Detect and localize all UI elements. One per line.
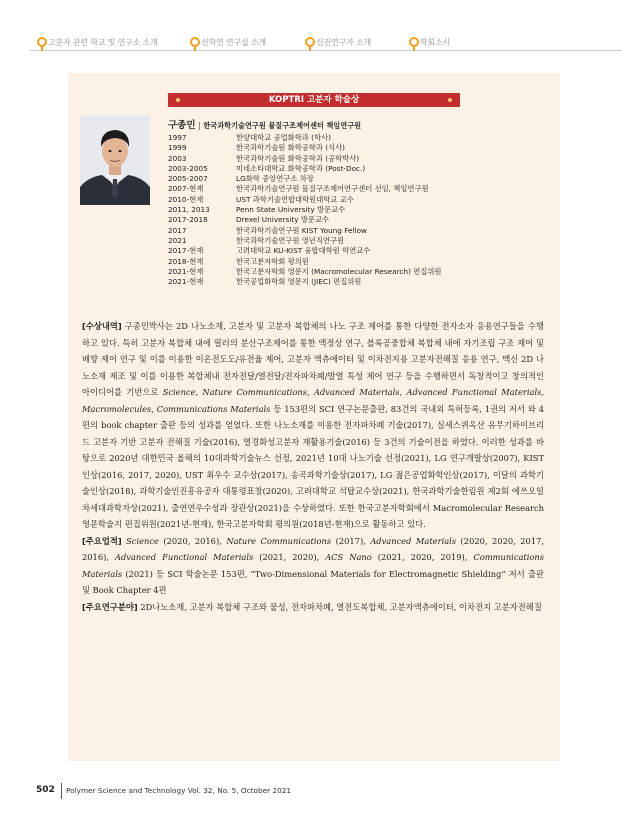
nav-item-label: 학회소식 xyxy=(420,38,451,47)
nav-item-label: 신학연 연구실 소개 xyxy=(201,38,266,47)
person-affiliation: 한국과학기술연구원 물질구조제어센터 책임연구원 xyxy=(203,121,362,130)
section-label: [주요업적] xyxy=(82,535,122,546)
career-row xyxy=(168,164,528,174)
paragraph-awards: [수상내역] 구종민박사는 2D 나노소재, 고분자 및 고분자 복합체의 나노 구조 제어를 통한 다양한 전자소자 응용연구들을 수행하고 있다. 특히 고분자 복합체 내에 필러의 분산구조제어를 통한 액정상 연구, 블록공중합체 복합체 내에 자기조립 구조 제어 및 배향 제어 연구 및 이를 이용한 이온전도도/유전율 제어, 고분자 액츄에이터 및 이차전지용 고분자전해질 응용 연구, 맥신 2D 나노소재 제조 및 이를 이용한 복합체내 전자전달/열전달/전자파차폐/발열 특성 제어 연구 등을 수행하면서 독창적이고 창의적인 아이디어를 기반으로 Science, Nature Communications, Advanced Materials, Advanced Functional Materials, Macromolecules, Communications Materials 등 153편의 SCI 연구논문출판, 83건의 국내외 특허등록, 1권의 저서 와 4편의 book chapter 출판 등의 성과를 얻었다. 또한 나노소재를 이용한 전자파차폐 기술(2017), 실세스퀴옥산 유무기하이브리드 고분자 기반 고분자 전해질 기술(2016), 열경화성고분자 재활용기술(2016) 등 3건의 기술이전을 하였다. 이러한 성과를 바탕으로 2020년 대한민국 올해의 10대과학기술뉴스 선정, 2021년 10대 나노기술 선정(2021), LG 연구개발상(2007), KIST인상(2016, 2017, 2020), UST 최우수 교수상(2017), 송곡과학기술상(2017), LG 젊은공업화학인상(2017), 이달의 과학기술인상(2018), 과학기술인진흥유공자 대통령표창(2020), 고려대학교 석탑교수상(2021), 한국과학기술한림원 제2회 에쓰오일 차세대과학자상(2021), 출연연우수성과 장관상(2021)을 수상하였다. 또한 한국고분자학회에서 Macromolecular Research 영문학술지 편집위원(2021년-현재), 한국고분자학회 평의원(2018년-현재)으로 활동하고 있다. xyxy=(82,321,544,529)
career-desc: 한국과학기술연구원 영년직연구원 xyxy=(236,235,345,245)
career-desc: 한국고분자학회 평의원 xyxy=(236,256,309,266)
career-desc: 한국과학기술원 화학공학과 (공학박사) xyxy=(236,153,360,163)
career-year: 2011, 2013 xyxy=(168,205,210,215)
career-year: 1999 xyxy=(168,143,187,153)
nav-item-society-news[interactable] xyxy=(420,37,450,48)
career-row xyxy=(168,246,528,256)
nav-item-new-researchers[interactable] xyxy=(316,37,371,48)
portrait-icon xyxy=(80,115,150,205)
career-row xyxy=(168,215,528,225)
career-row xyxy=(168,257,528,267)
person-name: 구종민 xyxy=(168,120,196,131)
career-year: 2007-현재 xyxy=(168,184,204,194)
career-row xyxy=(168,143,528,153)
career-row xyxy=(168,267,528,277)
career-year: 2021-현재 xyxy=(168,266,204,276)
career-desc: 미네소타대학교 화학공학과 (Post-Doc.) xyxy=(236,163,366,173)
career-desc: 한국고분자학회 영문지 (Macromolecular Research) 편집위원 xyxy=(236,266,442,276)
paragraph-research-areas: [주요연구분야] 2D나노소재, 고분자 복합체 구조와 물성, 전자파차폐, 열전도복합체, 고분자액츄에이터, 이차전지 고분자전해질 xyxy=(82,601,542,612)
bullet-icon xyxy=(448,98,452,102)
nav-item-new-labs[interactable] xyxy=(201,37,266,48)
career-year: 2017-2018 xyxy=(168,215,208,225)
career-row xyxy=(168,184,528,194)
career-year: 2005-2007 xyxy=(168,174,208,184)
career-row xyxy=(168,205,528,215)
journal-list: Science, Nature Communications, Advanced Materials, Advanced Functional Materials, Macromolecules, Communications Materials xyxy=(82,387,544,414)
career-year: 2021-현재 xyxy=(168,277,204,287)
career-desc: 고려대학교 KU-KIST 융합대학원 학연교수 xyxy=(236,246,371,256)
section-label: [주요연구분야] xyxy=(82,601,138,612)
portrait-photo xyxy=(80,115,150,205)
career-desc: Penn State University 방문교수 xyxy=(236,205,346,215)
career-year: 1997 xyxy=(168,133,187,142)
career-desc: Drexel University 방문교수 xyxy=(236,215,330,225)
career-row xyxy=(168,174,528,184)
section-label: [수상내역] xyxy=(82,321,122,331)
page-number: 502 xyxy=(36,785,55,795)
career-row xyxy=(168,236,528,246)
career-desc: UST 과학기술연합대학원대학교 교수 xyxy=(236,194,354,204)
name-separator: | xyxy=(198,121,201,130)
career-desc: LG화학 중앙연구소 차장 xyxy=(236,174,314,184)
career-desc: 한양대학교 공업화학과 (학사) xyxy=(236,133,331,142)
nav-divider xyxy=(30,50,622,51)
paragraph-achievements: [주요업적] Science (2020, 2016), Nature Communications (2017), Advanced Materials (2020, 2020, 2017, 2016), Advanced Functional Materials (2021, 2020), ACS Nano (2021, 2020, 2019), Communications Materials (2021) 등 SCI 학술논문 153편, “Two-Dimensional Materials for Electromagnetic Shielding” 저서 출판 및 Book Chapter 4편 xyxy=(82,535,545,595)
career-year: 2017 xyxy=(168,225,187,235)
career-list xyxy=(168,133,528,287)
career-row xyxy=(168,133,528,143)
nav-item-label: 고분자 관련 학교 및 연구소 소개 xyxy=(48,38,158,47)
career-year: 2003-2005 xyxy=(168,163,208,173)
article-body xyxy=(82,318,544,615)
career-row xyxy=(168,226,528,236)
career-desc: 한국과학기술연구원 KIST Young Fellow xyxy=(236,225,368,235)
career-desc: 한국공업화학회 영문지 (JIEC) 편집위원 xyxy=(236,277,362,287)
career-year: 2021 xyxy=(168,235,187,245)
career-year: 2010-현재 xyxy=(168,194,204,204)
career-desc: 한국과학기술원 화학공학과 (석사) xyxy=(236,143,346,153)
career-year: 2017-현재 xyxy=(168,246,204,256)
career-year: 2018-현재 xyxy=(168,256,204,266)
name-line xyxy=(168,117,361,131)
nav-item-label: 신진연구자 소개 xyxy=(316,38,372,47)
career-row xyxy=(168,195,528,205)
career-row xyxy=(168,154,528,164)
career-year: 2003 xyxy=(168,153,187,163)
career-desc: 한국과학기술연구원 물질구조제어연구센터 선임, 책임연구원 xyxy=(236,184,429,194)
award-header-bar xyxy=(168,93,460,107)
footer-divider xyxy=(61,783,62,799)
career-row xyxy=(168,277,528,287)
award-title: KOPTRI 고분자 학술상 xyxy=(268,95,360,105)
nav-item-polymer-institutes[interactable] xyxy=(48,37,158,48)
journal-citation: Polymer Science and Technology Vol. 32, No. 5, October 2021 xyxy=(66,786,291,795)
